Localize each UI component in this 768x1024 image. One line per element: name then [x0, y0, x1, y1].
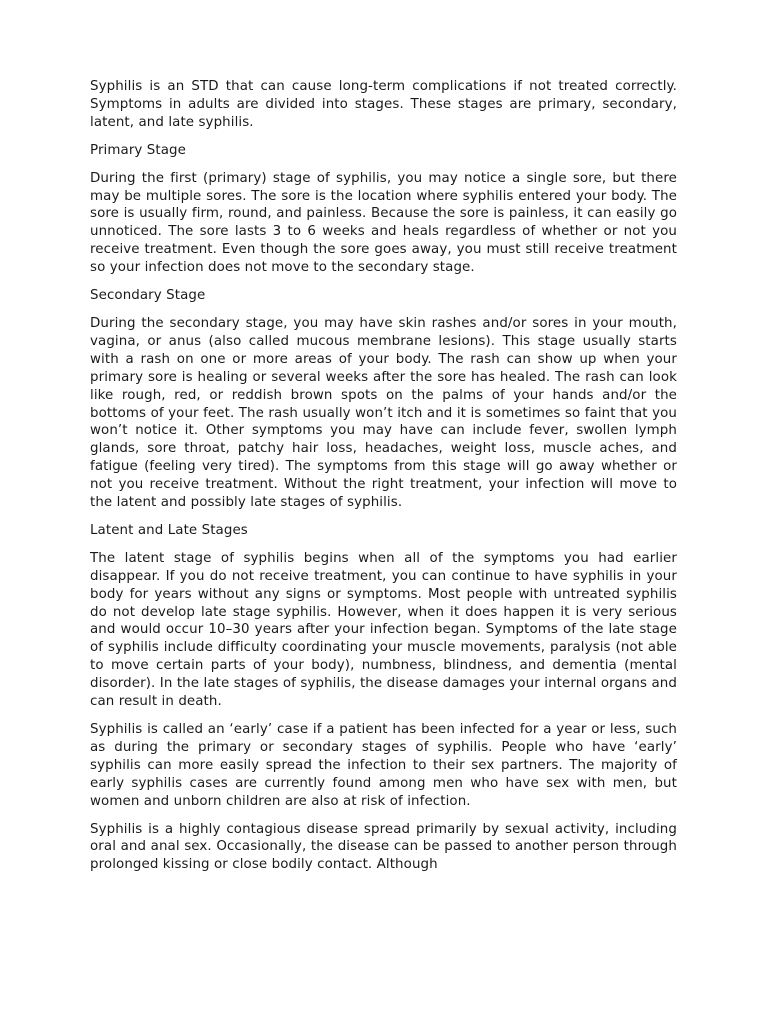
primary-stage-paragraph: During the first (primary) stage of syphilis, you may notice a single sore, but there may be multiple sores. The sore is the location where syphilis entered your body. The sore is usually firm, round, and painless. Because the sore is painless, it can easily go unnoticed. The sore lasts 3 to 6 weeks and heals regardless of whether or not you receive treatment. Even though the sore goes away, you must still receive treatment so your infection does not move to the secondary stage.: [90, 170, 677, 276]
primary-stage-heading: Primary Stage: [90, 142, 186, 158]
secondary-stage-paragraph: During the secondary stage, you may have skin rashes and/or sores in your mouth, vagina, or anus (also called mucous membrane lesions). This stage usually starts with a rash on one or more areas of your body. The rash can show up when your primary sore is healing or several weeks after the sore has healed. The rash can look like rough, red, or reddish brown spots on the palms of your hands and/or the bottoms of your feet. The rash usually won’t itch and it is sometimes so faint that you won’t notice it. Other symptoms you may have can include fever, swollen lymph glands, sore throat, patchy hair loss, headaches, weight loss, muscle aches, and fatigue (feeling very tired). The symptoms from this stage will go away whether or not you receive treatment. Without the right treatment, your infection will move to the latent and possibly late stages of syphilis.: [90, 315, 677, 511]
latent-late-stages-paragraph: The latent stage of syphilis begins when all of the symptoms you had earlier disappear. If you do not receive treatment, you can continue to have syphilis in your body for years without any signs or symptoms. Most people with untreated syphilis do not develop late stage syphilis. However, when it does happen it is very serious and would occur 10–30 years after your infection began. Symptoms of the late stage of syphilis include difficulty coordinating your muscle movements, paralysis (not able to move certain parts of your body), numbness, blindness, and dementia (mental disorder). In the late stages of syphilis, the disease damages your internal organs and can result in death.: [90, 550, 677, 710]
intro-paragraph: Syphilis is an STD that can cause long-term complications if not treated correctly. Symptoms in adults are divided into stages. These stages are primary, secondary, latent, and late syphilis.: [90, 79, 677, 130]
document-page: [90, 78, 677, 884]
latent-late-stages-heading: Latent and Late Stages: [90, 522, 248, 538]
contagious-paragraph: Syphilis is a highly contagious disease spread primarily by sexual activity, including oral and anal sex. Occasionally, the disease can be passed to another person through prolonged kissing or close bodily contact. Although: [90, 821, 677, 873]
early-case-paragraph: Syphilis is called an ‘early’ case if a patient has been infected for a year or less, such as during the primary or secondary stages of syphilis. People who have ‘early’ syphilis can more easily spread the infection to their sex partners. The majority of early syphilis cases are currently found among men who have sex with men, but women and unborn children are also at risk of infection.: [90, 722, 677, 809]
secondary-stage-heading: Secondary Stage: [90, 288, 206, 304]
